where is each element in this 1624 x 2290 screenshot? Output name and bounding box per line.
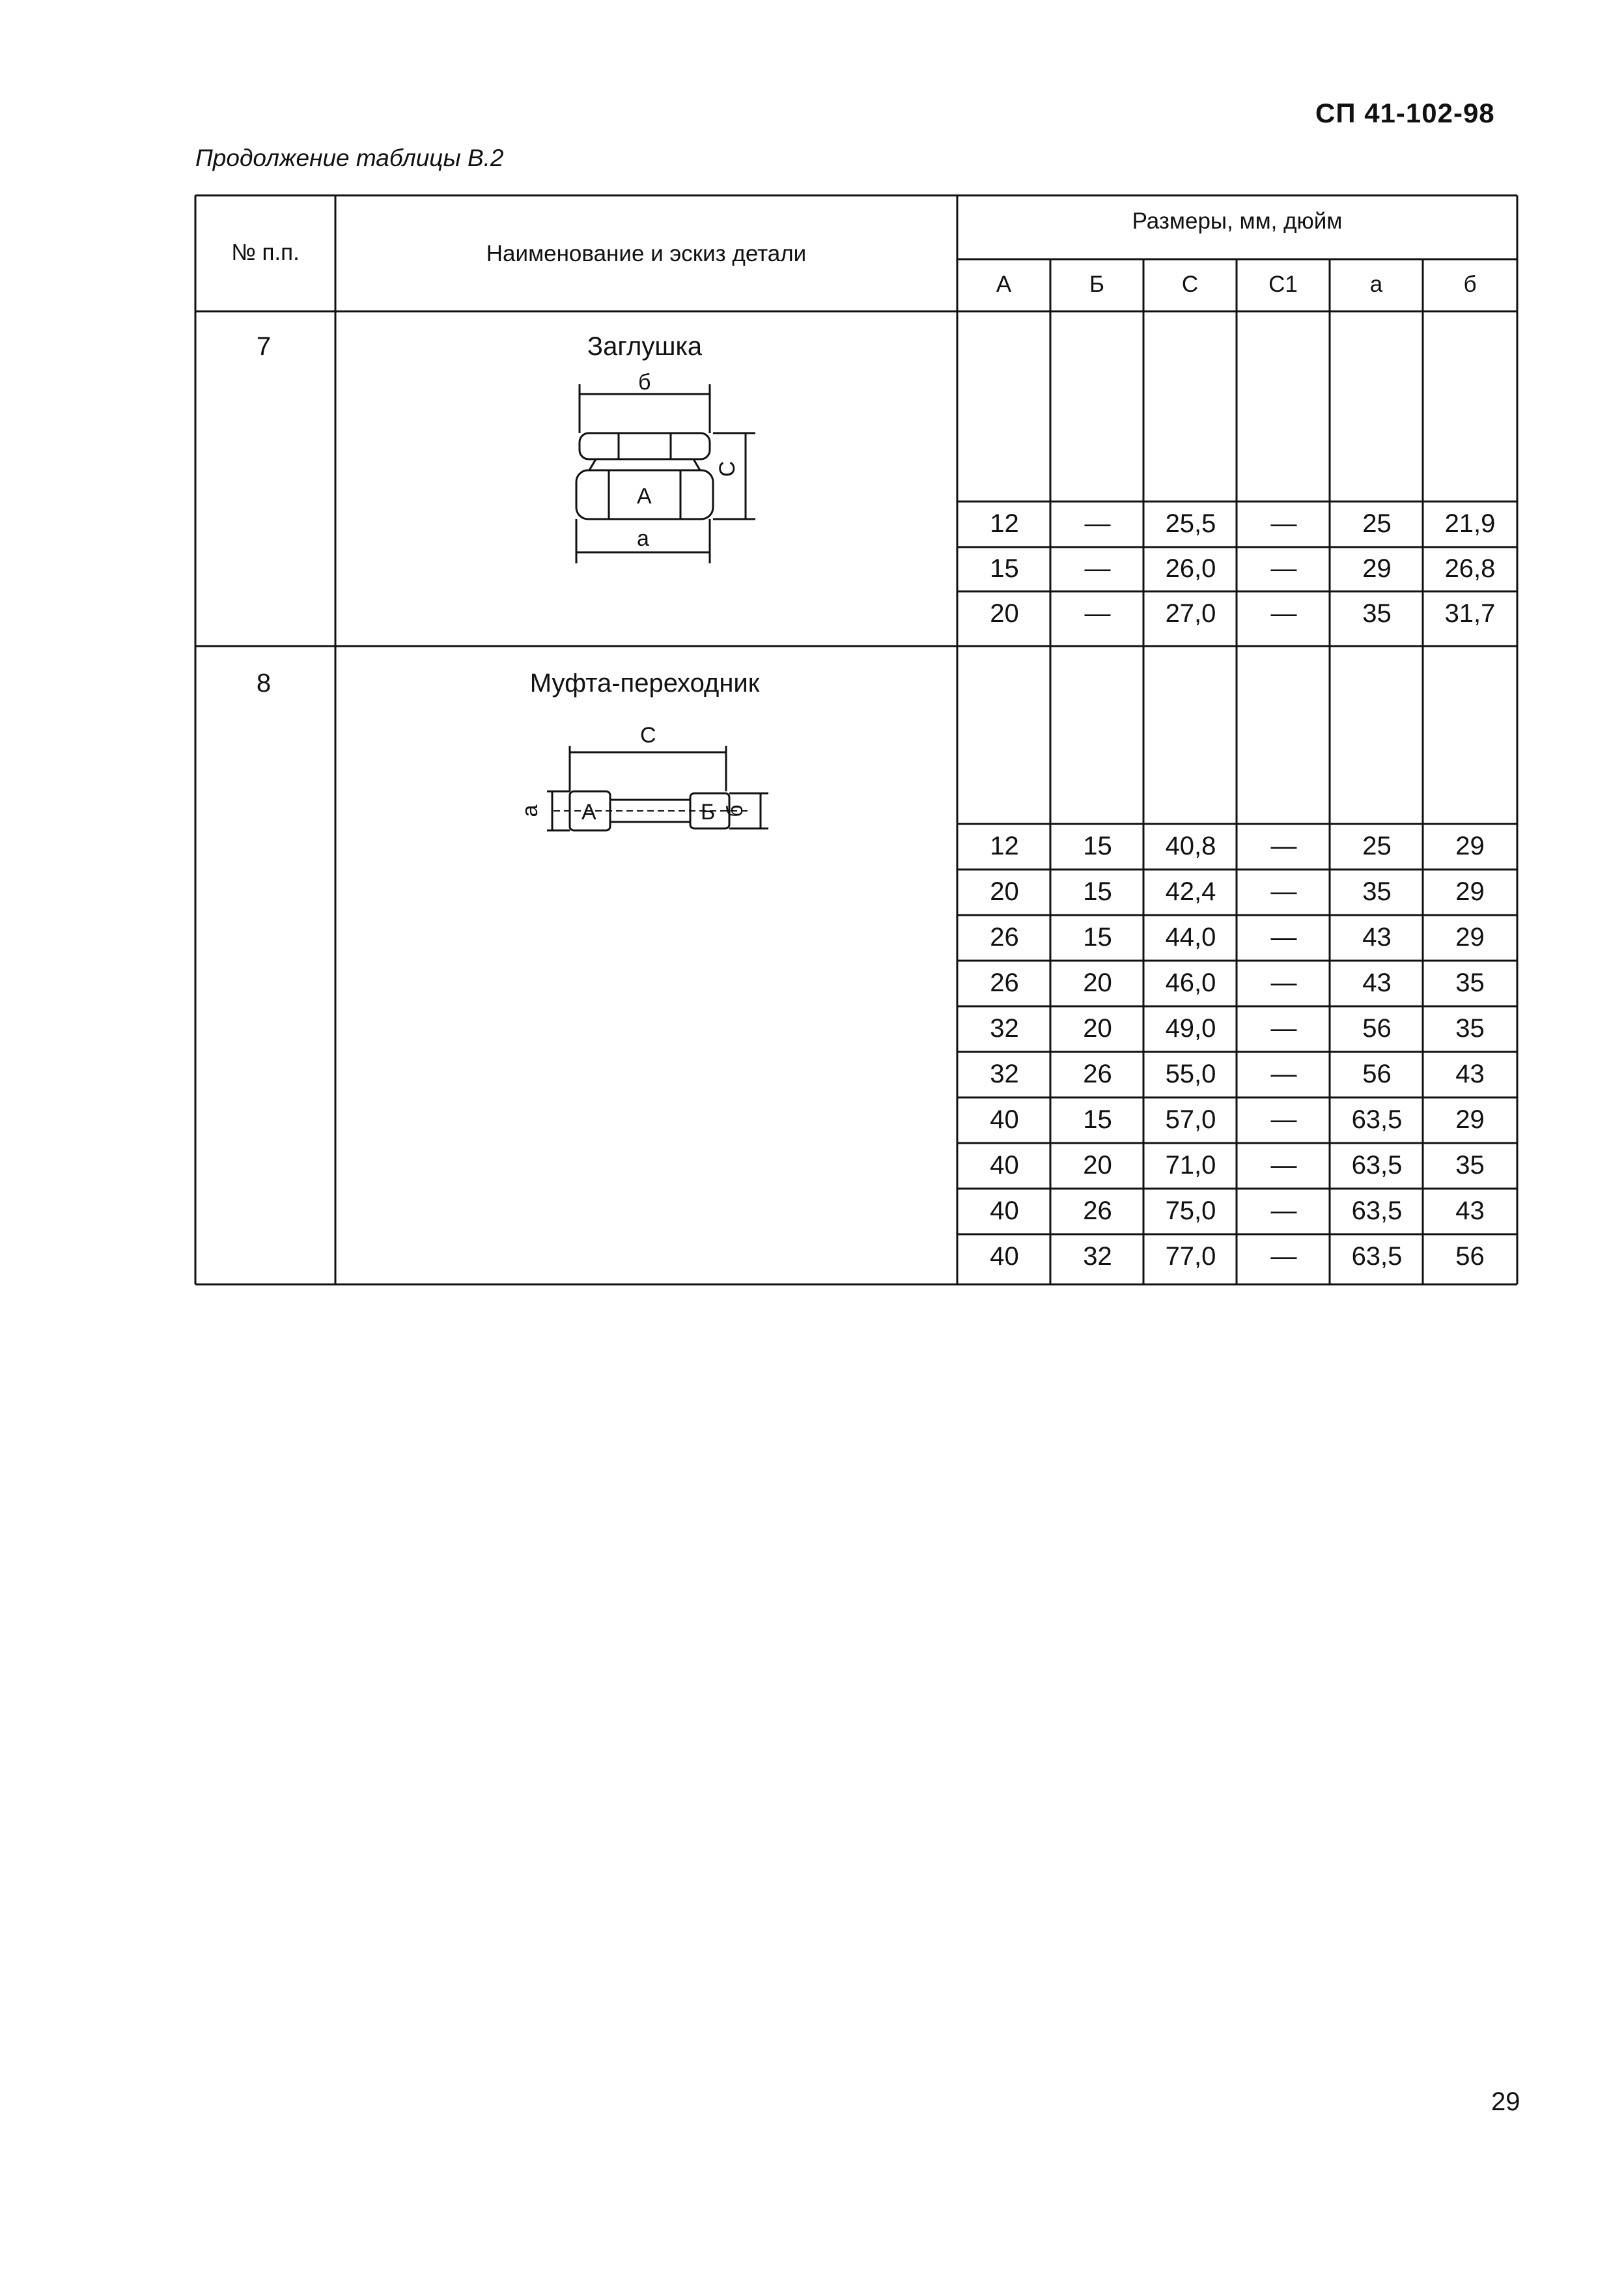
table-cell: 29 [1455, 877, 1485, 906]
table-cell: 46,0 [1165, 968, 1216, 997]
dim-header-C: С [1181, 272, 1199, 297]
table-cell: — [1270, 1060, 1297, 1088]
table-cell: 25,5 [1165, 509, 1216, 538]
sketch-label-right-side: б [723, 804, 748, 817]
sketch-label-side: С [715, 460, 740, 477]
column-header-dimensions: Размеры, мм, дюйм [1132, 208, 1343, 234]
table-cell: — [1270, 509, 1297, 538]
table-cell: — [1270, 1014, 1297, 1043]
table-cell: 63,5 [1351, 1105, 1403, 1134]
table-cell: 71,0 [1165, 1151, 1216, 1180]
table-cell: 15 [1083, 877, 1112, 906]
table-cell: 20 [1083, 1151, 1112, 1180]
dim-header-A: А [996, 272, 1012, 297]
table-cell: 20 [990, 599, 1019, 628]
table-cell: 20 [1083, 1014, 1112, 1043]
table-cell: — [1270, 1105, 1297, 1134]
table-cell: 26,0 [1165, 554, 1216, 583]
table-cell: 15 [1083, 1105, 1112, 1134]
table-cell: 26 [1083, 1060, 1112, 1088]
table-cell: 43 [1455, 1060, 1485, 1088]
table-cell: 35 [1362, 877, 1392, 906]
table-cell: 21,9 [1444, 509, 1496, 538]
table-cell: 35 [1362, 599, 1392, 628]
table-cell: — [1270, 1196, 1297, 1225]
table-cell: 44,0 [1165, 923, 1216, 952]
table-cell: — [1270, 1151, 1297, 1180]
table-cell: 57,0 [1165, 1105, 1216, 1134]
table-cell: — [1084, 509, 1111, 538]
table-cell: 56 [1362, 1014, 1392, 1043]
table-cell: 15 [1083, 923, 1112, 952]
table-cell: 29 [1362, 554, 1392, 583]
table-cell: 27,0 [1165, 599, 1216, 628]
item-number: 7 [256, 332, 272, 361]
sketch-label-left: А [581, 800, 596, 825]
sketch-label-bottom: а [637, 526, 649, 551]
table-cell: 26 [990, 923, 1019, 952]
table-cell: 32 [990, 1060, 1019, 1088]
item-name: Заглушка [587, 332, 703, 361]
table-cell: — [1270, 832, 1297, 860]
table-cell: 29 [1455, 1105, 1485, 1134]
table-cell: 35 [1455, 968, 1485, 997]
table-cell: 26,8 [1444, 554, 1496, 583]
table-cell: 49,0 [1165, 1014, 1216, 1043]
document-code: СП 41-102-98 [1315, 98, 1495, 128]
table-cell: 26 [1083, 1196, 1112, 1225]
table-cell: 20 [990, 877, 1019, 906]
table-cell: 55,0 [1165, 1060, 1216, 1088]
table-cell: 63,5 [1351, 1242, 1403, 1271]
table-cell: — [1270, 877, 1297, 906]
table-caption: Продолжение таблицы В.2 [195, 145, 504, 171]
sketch-label-left-side: а [518, 804, 542, 817]
table-cell: 40 [990, 1242, 1019, 1271]
table-cell: 26 [990, 968, 1019, 997]
sketch-label-right: Б [701, 800, 716, 825]
table-cell: 40,8 [1165, 832, 1216, 860]
table-cell: 40 [990, 1105, 1019, 1134]
table-cell: — [1270, 599, 1297, 628]
dim-header-C1: С1 [1268, 272, 1298, 297]
table-cell: 42,4 [1165, 877, 1216, 906]
table-cell: — [1084, 554, 1111, 583]
table-cell: 29 [1455, 832, 1485, 860]
dim-header-B: Б [1089, 272, 1104, 297]
table-cell: 56 [1362, 1060, 1392, 1088]
column-header-name: Наименование и эскиз детали [486, 241, 807, 266]
table-cell: 35 [1455, 1151, 1485, 1180]
item-number: 8 [256, 669, 272, 698]
table-cell: — [1270, 968, 1297, 997]
table-cell: 25 [1362, 509, 1392, 538]
table-cell: 43 [1455, 1196, 1485, 1225]
table-cell: 40 [990, 1151, 1019, 1180]
page-number: 29 [1491, 2087, 1520, 2116]
table-cell: — [1270, 554, 1297, 583]
table-cell: 63,5 [1351, 1196, 1403, 1225]
sketch-label-center: А [637, 484, 652, 509]
table-cell: — [1270, 923, 1297, 952]
table-cell: 77,0 [1165, 1242, 1216, 1271]
table-cell: 43 [1362, 923, 1392, 952]
table-cell: 40 [990, 1196, 1019, 1225]
column-header-number: № п.п. [231, 240, 300, 265]
table-cell: 43 [1362, 968, 1392, 997]
table-cell: 29 [1455, 923, 1485, 952]
item-name: Муфта-переходник [529, 669, 760, 698]
table-cell: 20 [1083, 968, 1112, 997]
table-cell: 12 [990, 509, 1019, 538]
table-cell: 12 [990, 832, 1019, 860]
dim-header-a: а [1369, 272, 1383, 297]
plug-sketch-icon [560, 371, 781, 580]
coupling-sketch-icon [514, 716, 775, 860]
table-cell: 35 [1455, 1014, 1485, 1043]
table-cell: 15 [1083, 832, 1112, 860]
table-cell: — [1270, 1242, 1297, 1271]
sketch-label-top: б [638, 371, 651, 395]
sketch-label-top: С [640, 723, 656, 748]
table-cell: 15 [990, 554, 1019, 583]
table-cell: 32 [1083, 1242, 1112, 1271]
table-cell: 31,7 [1444, 599, 1496, 628]
table-cell: 63,5 [1351, 1151, 1403, 1180]
table-cell: 32 [990, 1014, 1019, 1043]
table-cell: 75,0 [1165, 1196, 1216, 1225]
table-cell: 25 [1362, 832, 1392, 860]
table-cell: — [1084, 599, 1111, 628]
table-cell: 56 [1455, 1242, 1485, 1271]
dim-header-b: б [1463, 272, 1477, 297]
